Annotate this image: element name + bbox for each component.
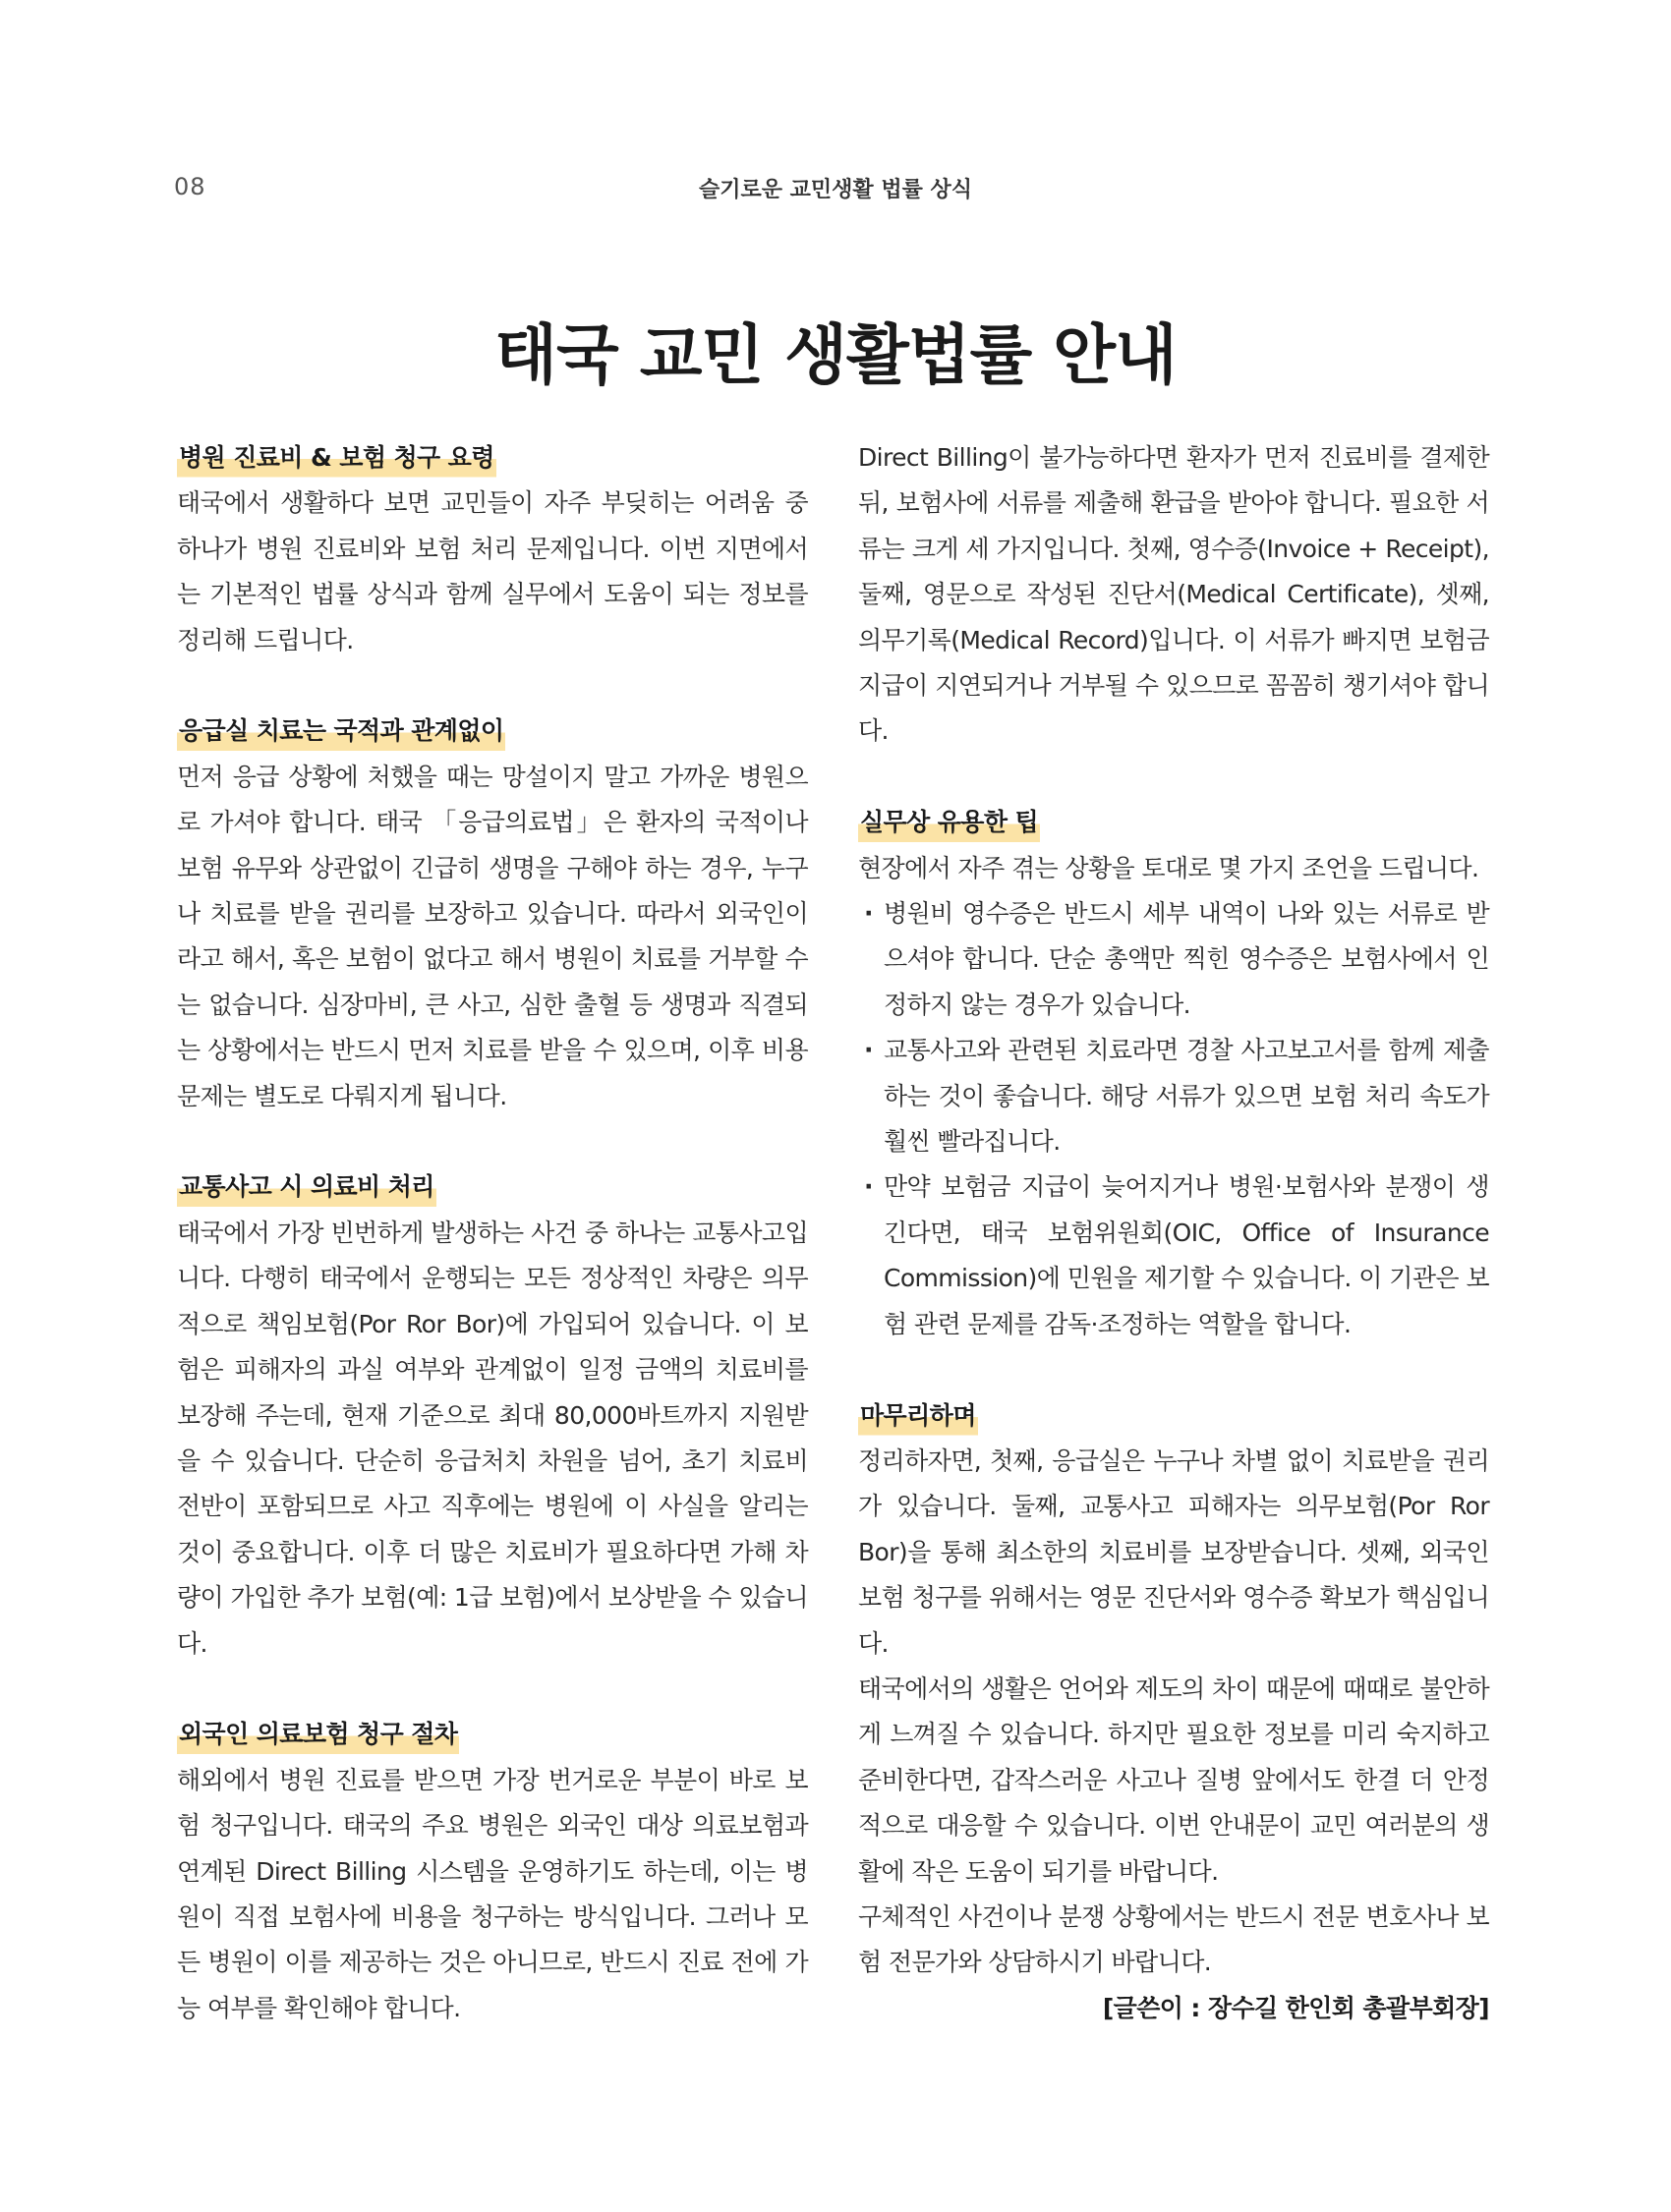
section-heading-traffic-accident: 교통사고 시 의료비 처리 [177,1164,436,1210]
section-heading-practical-tips: 실무상 유용한 팁 [858,800,1040,845]
section-spacer [858,755,1489,800]
left-column [177,435,808,2031]
section-heading-conclusion: 마무리하며 [858,1393,978,1439]
list-item: · 병원비 영수증은 반드시 세부 내역이 나와 있는 서류로 받으셔야 합니다. 단순 총액만 찍힌 영수증은 보험사에서 인정하지 않는 경우가 있습니다. [858,891,1489,1028]
tips-list [858,891,1489,1347]
running-header: 슬기로운 교민생활 법률 상식 [698,178,972,202]
author-byline: [글쓴이 : 장수길 한인회 총괄부회장] [1102,1993,1489,2022]
list-item: · 교통사고와 관련된 치료라면 경찰 사고보고서를 함께 제출하는 것이 좋습니다. 해당 서류가 있으면 보험 처리 속도가 훨씬 빨라집니다. [858,1028,1489,1164]
section-intro-practical-tips: 현장에서 자주 겪는 상황을 토대로 몇 가지 조언을 드립니다. [858,853,1479,882]
section-spacer [177,663,808,709]
list-item: · 만약 보험금 지급이 늦어지거나 병원·보험사와 분쟁이 생긴다면, 태국 보험위원회(OIC, Office of Insurance Commission)에 민원을 제기할 수 있습니다. 이 기관은 보험 관련 문제를 감독·조정하는 역할을 합니다. [858,1164,1489,1347]
section-body-hospital-fees: 태국에서 생활하다 보면 교민들이 자주 부딪히는 어려움 중 하나가 병원 진료비와 보험 처리 문제입니다. 이번 지면에서는 기본적인 법률 상식과 함께 실무에서 도움이 되는 정보를 정리해 드립니다. [177,488,808,654]
section-spacer [177,1119,808,1164]
section-body-traffic-accident: 태국에서 가장 빈번하게 발생하는 사건 중 하나는 교통사고입니다. 다행히 태국에서 운행되는 모든 정상적인 차량은 의무적으로 책임보험(Por Ror Bor)에 가입되어 있습니다. 이 보험은 피해자의 과실 여부와 관계없이 일정 금액의 치료비를 보장해 주는데, 현재 기준으로 최대 80,000바트까지 지원받을 수 있습니다. 단순히 응급처치 차원을 넘어, 초기 치료비 전반이 포함되므로 사고 직후에는 병원에 이 사실을 알리는 것이 중요합니다. 이후 더 많은 치료비가 필요하다면 가해 차량이 가입한 추가 보험(예: 1급 보험)에서 보상받을 수 있습니다. [177,1218,808,1658]
page-number: 08 [174,173,206,200]
section-heading-hospital-fees: 병원 진료비 & 보험 청구 요령 [177,435,496,481]
section-heading-emergency: 응급실 치료는 국적과 관계없이 [177,709,505,754]
section-body-insurance-claim-continued: Direct Billing이 불가능하다면 환자가 먼저 진료비를 결제한 뒤, 보험사에 서류를 제출해 환급을 받아야 합니다. 필요한 서류는 크게 세 가지입니다. 첫째, 영수증(Invoice + Receipt), 둘째, 영문으로 작성된 진단서(Medical Certificate), 셋째, 의무기록(Medical Record)입니다. 이 서류가 빠지면 보험금 지급이 지연되거나 거부될 수 있으므로 꼼꼼히 챙기셔야 합니다. [858,443,1489,746]
page-title: 태국 교민 생활법률 안내 [494,317,1177,393]
section-heading-insurance-claim: 외국인 의료보험 청구 절차 [177,1712,459,1757]
section-body-insurance-claim: 해외에서 병원 진료를 받으면 가장 번거로운 부분이 바로 보험 청구입니다. 태국의 주요 병원은 외국인 대상 의료보험과 연계된 Direct Billing 시스템을 운영하기도 하는데, 이는 병원이 직접 보험사에 비용을 청구하는 방식입니다. 그러나 모든 병원이 이를 제공하는 것은 아니므로, 반드시 진료 전에 가능 여부를 확인해야 합니다. [177,1765,808,2022]
section-spacer [858,1347,1489,1392]
section-spacer [177,1667,808,1712]
section-body-conclusion-1: 정리하자면, 첫째, 응급실은 누구나 차별 없이 치료받을 권리가 있습니다. 둘째, 교통사고 피해자는 의무보험(Por Ror Bor)을 통해 최소한의 치료비를 보장받습니다. 셋째, 외국인 보험 청구를 위해서는 영문 진단서와 영수증 확보가 핵심입니다. [858,1446,1489,1658]
right-column [858,435,1489,2031]
section-body-emergency: 먼저 응급 상황에 처했을 때는 망설이지 말고 가까운 병원으로 가셔야 합니다. 태국 「응급의료법」은 환자의 국적이나 보험 유무와 상관없이 긴급히 생명을 구해야 하는 경우, 누구나 치료를 받을 권리를 보장하고 있습니다. 따라서 외국인이라고 해서, 혹은 보험이 없다고 해서 병원이 치료를 거부할 수는 없습니다. 심장마비, 큰 사고, 심한 출혈 등 생명과 직결되는 상황에서는 반드시 먼저 치료를 받을 수 있으며, 이후 비용 문제는 별도로 다뤄지게 됩니다. [177,762,808,1110]
section-body-conclusion-2: 태국에서의 생활은 언어와 제도의 차이 때문에 때때로 불안하게 느껴질 수 있습니다. 하지만 필요한 정보를 미리 숙지하고 준비한다면, 갑작스러운 사고나 질병 앞에서도 한결 더 안정적으로 대응할 수 있습니다. 이번 안내문이 교민 여러분의 생활에 작은 도움이 되기를 바랍니다. [858,1673,1489,1886]
section-body-conclusion-3: 구체적인 사건이나 분쟁 상황에서는 반드시 전문 변호사나 보험 전문가와 상담하시기 바랍니다. [858,1901,1489,1977]
